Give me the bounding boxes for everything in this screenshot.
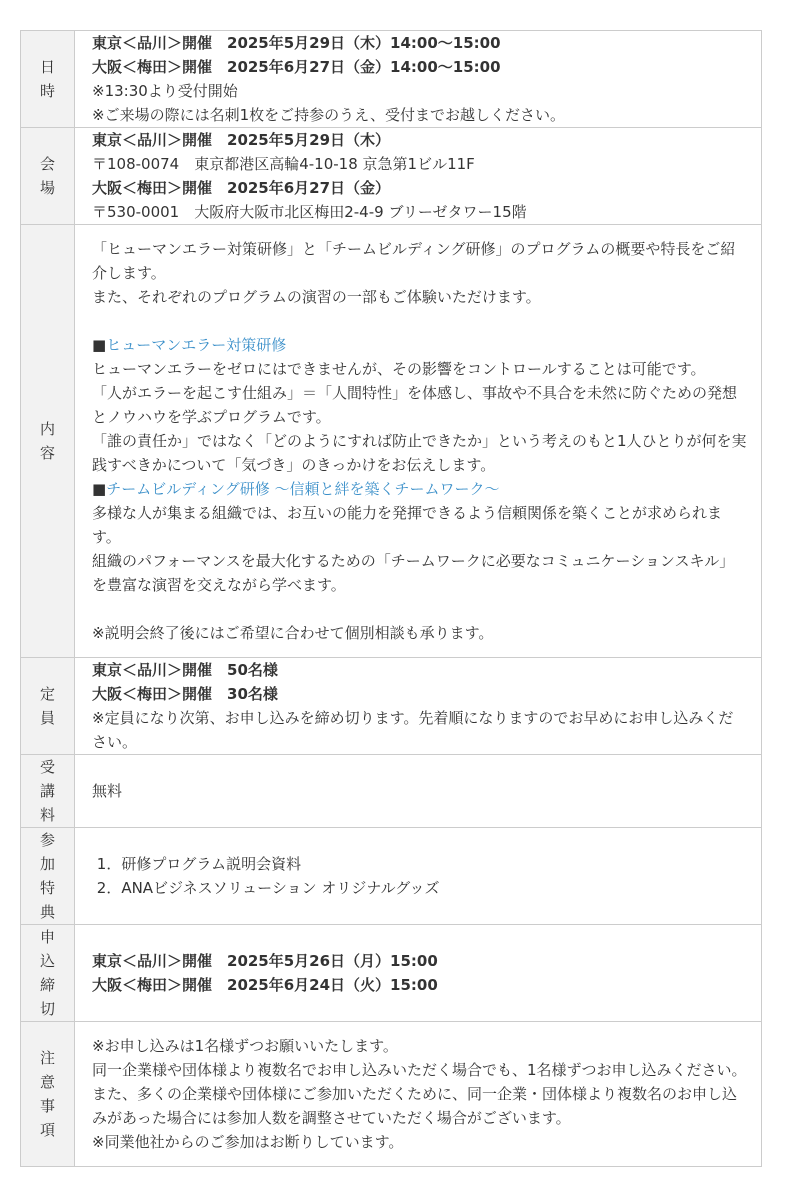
consultation-note: ※説明会終了後にはご希望に合わせて個別相談も承ります。 [92, 624, 494, 642]
fee-value: 無料 [92, 782, 123, 800]
row-datetime [21, 31, 762, 128]
venue-tokyo-address: 〒108-0074 東京都港区高輪4-10-18 京急第1ビル11F [92, 155, 475, 173]
section-heading-human-error [92, 333, 747, 357]
label-char: 場 [39, 179, 55, 197]
label-char: 内 [39, 420, 55, 438]
label-char: 日 [39, 58, 55, 76]
label-char: 講 [39, 782, 55, 800]
venue-tokyo-title: 東京＜品川＞開催 2025年5月29日（木） [92, 131, 391, 149]
label-fee [21, 755, 75, 828]
label-char: 締 [39, 976, 55, 994]
deadline-osaka: 大阪＜梅田＞開催 2025年6月24日（火）15:00 [92, 976, 438, 994]
label-char: 切 [39, 1000, 55, 1018]
label-venue [21, 128, 75, 225]
capacity-osaka: 大阪＜梅田＞開催 30名様 [92, 685, 278, 703]
label-char: 項 [39, 1121, 55, 1139]
label-char: 典 [39, 903, 55, 921]
human-error-paragraph: ヒューマンエラーをゼロにはできませんが、その影響をコントロールすることは可能です。 [92, 360, 706, 378]
note-item: また、多くの企業様や団体様にご参加いただくために、同一企業・団体様より複数名のお申し込みがあった場合には参加人数を調整させていただく場合がございます。 [92, 1085, 738, 1127]
reception-start: ※13:30より受付開始 [92, 82, 238, 100]
content-capacity [75, 658, 762, 755]
human-error-paragraph: 「誰の責任か」ではなく「どのようにすれば防止できたか」という考えのもと1人ひとりが何を実践すべきかについて「気づき」のきっかけをお伝えします。 [92, 432, 747, 474]
label-char: 事 [39, 1097, 55, 1115]
label-char: 受 [39, 758, 55, 776]
content-notes [75, 1022, 762, 1167]
spacer [92, 597, 747, 621]
square-bullet-icon: ■ [92, 480, 107, 498]
label-datetime [21, 31, 75, 128]
section-heading-team-building [92, 477, 747, 501]
label-char: 料 [39, 806, 55, 824]
content-benefits [75, 828, 762, 925]
row-content [21, 225, 762, 658]
seminar-info-table [20, 30, 762, 1167]
content-datetime [75, 31, 762, 128]
venue-osaka-title: 大阪＜梅田＞開催 2025年6月27日（金） [92, 179, 391, 197]
label-char: 員 [39, 709, 55, 727]
label-char: 時 [39, 82, 55, 100]
label-char: 申 [39, 928, 55, 946]
human-error-paragraph: 「人がエラーを起こす仕組み」＝「人間特性」を体感し、事故や不具合を未然に防ぐための発想とノウハウを学ぶプログラムです。 [92, 384, 738, 426]
label-notes [21, 1022, 75, 1167]
intro-paragraph: 「ヒューマンエラー対策研修」と「チームビルディング研修」のプログラムの概要や特長をご紹介します。 [92, 240, 736, 282]
deadline-tokyo: 東京＜品川＞開催 2025年5月26日（月）15:00 [92, 952, 438, 970]
venue-osaka-address: 〒530-0001 大阪府大阪市北区梅田2-4-9 ブリーゼタワー15階 [92, 203, 527, 221]
content-fee [75, 755, 762, 828]
intro-paragraph-2: また、それぞれのプログラムの演習の一部もご体験いただけます。 [92, 288, 541, 306]
team-building-paragraph: 多様な人が集まる組織では、お互いの能力を発揮できるよう信頼関係を築くことが求められます。 [92, 504, 723, 546]
label-char: 会 [39, 155, 55, 173]
content-description [75, 225, 762, 658]
row-benefits [21, 828, 762, 925]
content-deadline [75, 925, 762, 1022]
capacity-tokyo: 東京＜品川＞開催 50名様 [92, 661, 278, 679]
note-item: ※同業他社からのご参加はお断りしています。 [92, 1133, 404, 1151]
capacity-note: ※定員になり次第、お申し込みを締め切ります。先着順になりますのでお早めにお申し込みください。 [92, 709, 734, 751]
label-capacity [21, 658, 75, 755]
row-capacity [21, 658, 762, 755]
spacer [92, 309, 747, 333]
row-venue [21, 128, 762, 225]
label-char: 注 [39, 1049, 55, 1067]
content-venue [75, 128, 762, 225]
label-char: 意 [39, 1073, 55, 1091]
human-error-training-link[interactable]: ヒューマンエラー対策研修 [106, 336, 287, 354]
label-deadline [21, 925, 75, 1022]
label-content [21, 225, 75, 658]
business-card-note: ※ご来場の際には名刺1枚をご持参のうえ、受付までお越しください。 [92, 106, 566, 124]
label-benefits [21, 828, 75, 925]
team-building-training-link[interactable]: チームビルディング研修 ～信頼と絆を築くチームワーク～ [106, 480, 500, 498]
note-item: ※お申し込みは1名様ずつお願いいたします。 [92, 1037, 398, 1055]
datetime-osaka: 大阪＜梅田＞開催 2025年6月27日（金）14:00～15:00 [92, 58, 501, 76]
label-char: 定 [39, 685, 55, 703]
note-item: 同一企業様や団体様より複数名でお申し込みいただく場合でも、1名様ずつお申し込みください。 [92, 1061, 747, 1079]
square-bullet-icon: ■ [92, 336, 107, 354]
row-fee [21, 755, 762, 828]
label-char: 込 [39, 952, 55, 970]
label-char: 容 [39, 444, 55, 462]
label-char: 参 [39, 831, 55, 849]
team-building-paragraph: 組織のパフォーマンスを最大化するための「チームワークに必要なコミュニケーションスキル」を豊富な演習を交えながら学べます。 [92, 552, 735, 594]
label-char: 加 [39, 855, 55, 873]
datetime-tokyo: 東京＜品川＞開催 2025年5月29日（木）14:00～15:00 [92, 34, 501, 52]
row-deadline [21, 925, 762, 1022]
label-char: 特 [39, 879, 55, 897]
benefit-item: 2．ANAビジネスソリューション オリジナルグッズ [92, 879, 440, 897]
row-notes [21, 1022, 762, 1167]
benefit-item: 1．研修プログラム説明会資料 [92, 855, 302, 873]
